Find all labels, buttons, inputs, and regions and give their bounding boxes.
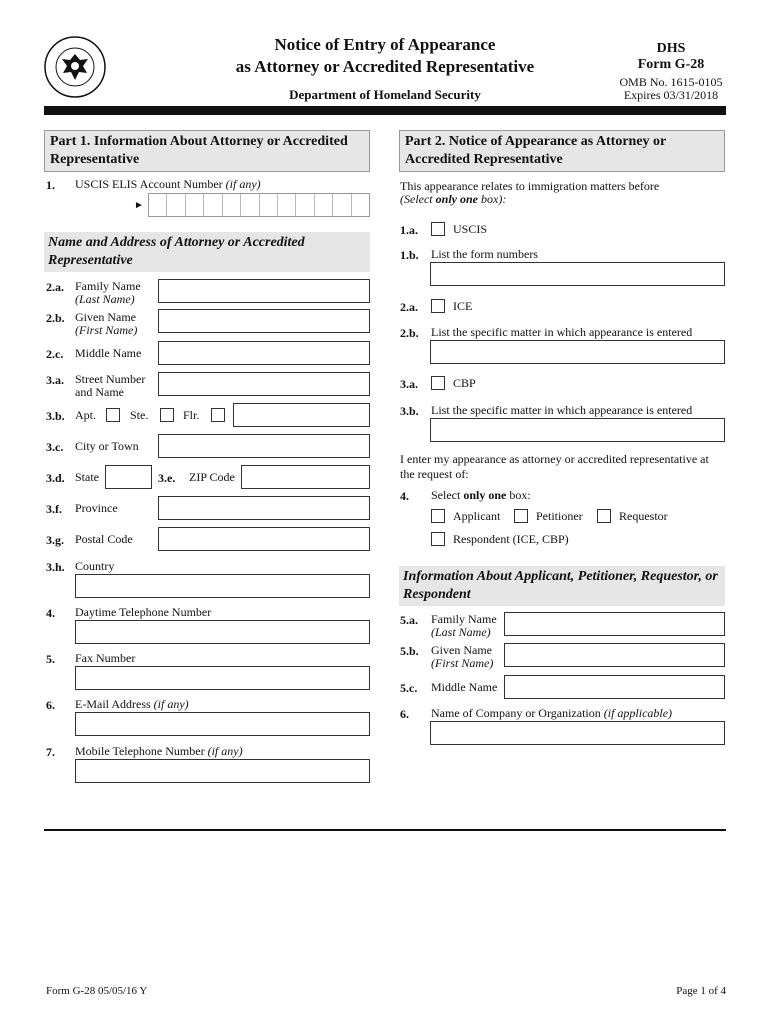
f3d-label: State [75, 470, 99, 484]
cbp-label: CBP [453, 376, 476, 390]
i5a-label: Family Name [431, 612, 497, 626]
attorney-given-name-input[interactable] [158, 309, 370, 333]
ste-label: Ste. [130, 408, 149, 422]
postal-code-input[interactable] [158, 527, 370, 551]
flr-label: Flr. [183, 408, 200, 422]
daytime-phone-input[interactable] [75, 620, 370, 644]
f7-number: 7. [46, 745, 55, 759]
i3a-number: 3.a. [400, 377, 418, 391]
f6-label: E-Mail Address (if any) [75, 697, 189, 711]
footer-divider [44, 829, 726, 831]
f2b-label: Given Name [75, 310, 136, 324]
cbp-checkbox[interactable] [431, 376, 445, 390]
f3g-number: 3.g. [46, 533, 64, 547]
f3h-number: 3.h. [46, 560, 65, 574]
f6-number: 6. [46, 698, 55, 712]
f3e-label: ZIP Code [189, 470, 235, 484]
i6-number: 6. [400, 707, 409, 721]
i2b-number: 2.b. [400, 326, 419, 340]
company-organization-input[interactable] [430, 721, 725, 745]
client-given-name-input[interactable] [504, 643, 725, 667]
omb-number: OMB No. 1615-0105 [619, 75, 723, 89]
flr-checkbox[interactable] [211, 408, 225, 422]
form-title-line1: Notice of Entry of Appearance [274, 35, 496, 54]
footer-form-edition: Form G-28 05/05/16 Y [46, 985, 148, 997]
agency-label: DHS [656, 41, 686, 56]
f3a-sublabel: and Name [75, 385, 124, 399]
f3a-number: 3.a. [46, 373, 64, 387]
fax-number-input[interactable] [75, 666, 370, 690]
f5-label: Fax Number [75, 651, 136, 665]
f3f-number: 3.f. [46, 502, 62, 516]
requestor-label: Requestor [619, 509, 668, 523]
apt-checkbox[interactable] [106, 408, 120, 422]
i5c-number: 5.c. [400, 681, 418, 695]
apt-label: Apt. [75, 408, 96, 422]
i3b-number: 3.b. [400, 404, 419, 418]
applicant-label: Applicant [453, 509, 501, 523]
f3h-label: Country [75, 559, 115, 573]
email-input[interactable] [75, 712, 370, 736]
i2b-label: List the specific matter in which appearance is entered [431, 325, 693, 339]
f3d-number: 3.d. [46, 471, 65, 485]
ice-matter-input[interactable] [430, 340, 725, 364]
i4-label: Select only one box: [431, 488, 531, 502]
street-address-input[interactable] [158, 372, 370, 396]
ice-checkbox[interactable] [431, 299, 445, 313]
zip-code-input[interactable] [241, 465, 370, 489]
page-number: Page 1 of 4 [676, 985, 726, 997]
i1b-label: List the form numbers [431, 247, 538, 261]
header-divider [44, 106, 726, 115]
client-family-name-input[interactable] [504, 612, 725, 636]
f4-label: Daytime Telephone Number [75, 605, 212, 619]
f3c-number: 3.c. [46, 440, 64, 454]
arrow-icon: ► [134, 200, 144, 211]
f3b-number: 3.b. [46, 409, 65, 423]
f2c-label: Middle Name [75, 346, 142, 360]
part2-intro: This appearance relates to immigration matters before (Select only one box): [400, 179, 660, 206]
department-name: Department of Homeland Security [289, 87, 481, 102]
city-input[interactable] [158, 434, 370, 458]
f2a-label: Family Name [75, 279, 141, 293]
f3e-number: 3.e. [158, 471, 176, 485]
f7-label: Mobile Telephone Number (if any) [75, 744, 243, 758]
i5b-sublabel: (First Name) [431, 656, 494, 670]
i5a-number: 5.a. [400, 613, 418, 627]
part1-subsection-heading: Name and Address of Attorney or Accredited Representative [44, 232, 370, 272]
i6-label: Name of Company or Organization (if applicable) [431, 706, 673, 720]
f2a-number: 2.a. [46, 280, 64, 294]
f2c-number: 2.c. [46, 347, 64, 361]
petitioner-label: Petitioner [536, 509, 583, 523]
ste-checkbox[interactable] [160, 408, 174, 422]
respondent-checkbox[interactable] [431, 532, 445, 546]
uscis-label: USCIS [453, 222, 488, 236]
form-id: Form G-28 [637, 57, 705, 72]
expiration-date: Expires 03/31/2018 [623, 88, 719, 102]
applicant-checkbox[interactable] [431, 509, 445, 523]
i1a-number: 1.a. [400, 223, 418, 237]
f3c-label: City or Town [75, 439, 139, 453]
client-middle-name-input[interactable] [504, 675, 725, 699]
f2b-number: 2.b. [46, 311, 65, 325]
petitioner-checkbox[interactable] [514, 509, 528, 523]
uscis-checkbox[interactable] [431, 222, 445, 236]
f4-number: 4. [46, 606, 55, 620]
respondent-label: Respondent (ICE, CBP) [453, 532, 569, 546]
f3f-label: Province [75, 501, 118, 515]
form-title-line2: as Attorney or Accredited Representative [235, 57, 535, 76]
i4-number: 4. [400, 489, 409, 503]
province-input[interactable] [158, 496, 370, 520]
i5b-number: 5.b. [400, 644, 419, 658]
state-select[interactable] [105, 465, 152, 489]
appearance-statement: I enter my appearance as attorney or accredited representative at the request of: [400, 452, 709, 481]
form-numbers-input[interactable] [430, 262, 725, 286]
unit-number-input[interactable] [233, 403, 370, 427]
i5b-label: Given Name [431, 643, 492, 657]
i5a-sublabel: (Last Name) [431, 625, 491, 639]
q1-label: USCIS ELIS Account Number (if any) [75, 177, 261, 191]
i2a-number: 2.a. [400, 300, 418, 314]
part2-heading: Part 2. Notice of Appearance as Attorney or Accredited Representative [399, 130, 725, 172]
f5-number: 5. [46, 652, 55, 666]
country-input[interactable] [75, 574, 370, 598]
ice-label: ICE [453, 299, 473, 313]
i5c-label: Middle Name [431, 680, 498, 694]
f2a-sublabel: (Last Name) [75, 292, 135, 306]
f3g-label: Postal Code [75, 532, 133, 546]
dhs-seal-logo [44, 36, 106, 98]
f2b-sublabel: (First Name) [75, 323, 138, 337]
cbp-matter-input[interactable] [430, 418, 725, 442]
q1-number: 1. [46, 178, 55, 192]
mobile-phone-input[interactable] [75, 759, 370, 783]
requestor-checkbox[interactable] [597, 509, 611, 523]
part1-heading: Part 1. Information About Attorney or Accredited Representative [44, 130, 370, 172]
uscis-elis-account-input[interactable] [148, 193, 370, 217]
attorney-family-name-input[interactable] [158, 279, 370, 303]
i1b-number: 1.b. [400, 248, 419, 262]
i3b-label: List the specific matter in which appearance is entered [431, 403, 693, 417]
part2-subsection-heading: Information About Applicant, Petitioner, Requestor, or Respondent [399, 566, 725, 606]
attorney-middle-name-input[interactable] [158, 341, 370, 365]
f3a-label: Street Number [75, 372, 146, 386]
